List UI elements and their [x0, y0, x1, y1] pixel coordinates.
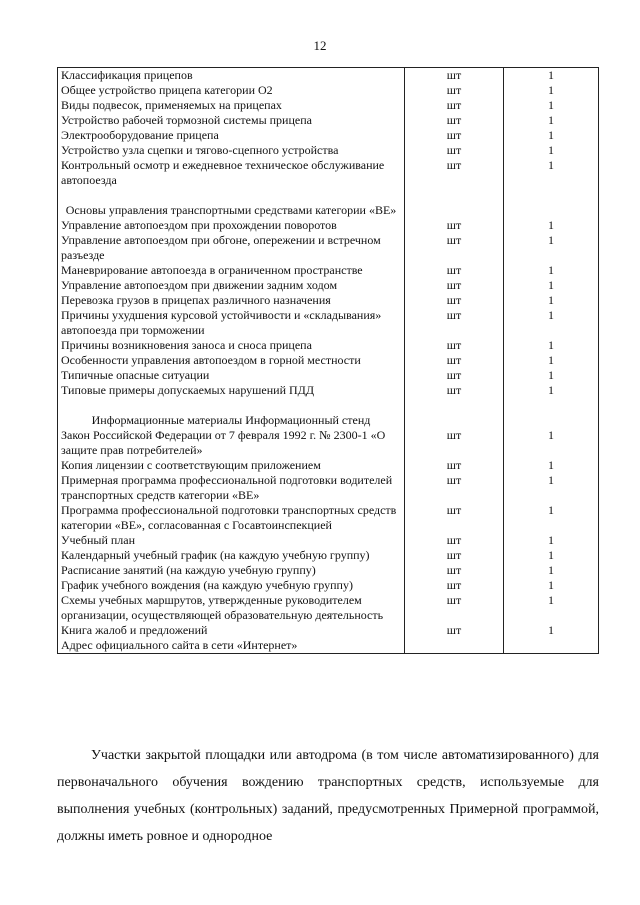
table-row: [58, 578, 599, 593]
item-unit-cell: шт: [405, 263, 504, 278]
item-unit-cell: шт: [405, 473, 504, 503]
item-unit-cell: [405, 188, 504, 218]
item-name-cell: Типичные опасные ситуации: [58, 368, 405, 383]
table-row: [58, 83, 599, 98]
item-name-cell: Устройство узла сцепки и тягово-сцепного устройства: [58, 143, 405, 158]
item-quantity-cell: 1: [504, 293, 599, 308]
item-unit-cell: шт: [405, 278, 504, 293]
item-name-cell: Примерная программа профессиональной подготовки водителей транспортных средств категории «ВЕ»: [58, 473, 405, 503]
table-row: [58, 638, 599, 654]
item-quantity-cell: 1: [504, 308, 599, 338]
table-row: [58, 428, 599, 458]
item-unit-cell: шт: [405, 383, 504, 398]
item-name-cell: Основы управления транспортными средствами категории «ВЕ»: [58, 188, 405, 218]
table-row: [58, 128, 599, 143]
item-quantity-cell: 1: [504, 143, 599, 158]
item-name-cell: Контрольный осмотр и ежедневное техническое обслуживание автопоезда: [58, 158, 405, 188]
table-row: [58, 503, 599, 533]
item-quantity-cell: 1: [504, 98, 599, 113]
item-quantity-cell: 1: [504, 533, 599, 548]
table-section-heading-row: [58, 398, 599, 428]
item-name-cell: Особенности управления автопоездом в горной местности: [58, 353, 405, 368]
table-row: [58, 473, 599, 503]
table-row: [58, 98, 599, 113]
item-unit-cell: шт: [405, 458, 504, 473]
item-quantity-cell: 1: [504, 503, 599, 533]
item-unit-cell: шт: [405, 578, 504, 593]
item-unit-cell: шт: [405, 548, 504, 563]
table-row: [58, 233, 599, 263]
item-name-cell: Закон Российской Федерации от 7 февраля 1992 г. № 2300-1 «О защите прав потребителей»: [58, 428, 405, 458]
item-quantity-cell: 1: [504, 233, 599, 263]
item-name-cell: Виды подвесок, применяемых на прицепах: [58, 98, 405, 113]
item-unit-cell: шт: [405, 143, 504, 158]
item-quantity-cell: 1: [504, 338, 599, 353]
table-row: [58, 293, 599, 308]
item-name-cell: Причины возникновения заноса и сноса прицепа: [58, 338, 405, 353]
item-name-cell: Адрес официального сайта в сети «Интернет»: [58, 638, 405, 654]
table-row: [58, 593, 599, 623]
item-unit-cell: шт: [405, 83, 504, 98]
item-name-cell: Учебный план: [58, 533, 405, 548]
table-row: [58, 383, 599, 398]
item-name-cell: Причины ухудшения курсовой устойчивости и «складывания» автопоезда при торможении: [58, 308, 405, 338]
item-quantity-cell: 1: [504, 548, 599, 563]
table-row: [58, 308, 599, 338]
table-row: [58, 143, 599, 158]
item-quantity-cell: 1: [504, 83, 599, 98]
item-unit-cell: шт: [405, 593, 504, 623]
item-quantity-cell: 1: [504, 68, 599, 84]
item-quantity-cell: 1: [504, 623, 599, 638]
equipment-table: [57, 67, 599, 654]
item-quantity-cell: 1: [504, 563, 599, 578]
table-row: [58, 218, 599, 233]
item-quantity-cell: 1: [504, 473, 599, 503]
item-name-cell: Схемы учебных маршрутов, утвержденные руководителем организации, осуществляющей образовательную деятельность: [58, 593, 405, 623]
item-unit-cell: шт: [405, 293, 504, 308]
item-name-cell: Типовые примеры допускаемых нарушений ПДД: [58, 383, 405, 398]
table-row: [58, 68, 599, 84]
item-name-cell: Книга жалоб и предложений: [58, 623, 405, 638]
table-row: [58, 563, 599, 578]
item-name-cell: Календарный учебный график (на каждую учебную группу): [58, 548, 405, 563]
item-quantity-cell: 1: [504, 218, 599, 233]
item-quantity-cell: 1: [504, 278, 599, 293]
item-name-cell: Управление автопоездом при движении задним ходом: [58, 278, 405, 293]
item-unit-cell: шт: [405, 113, 504, 128]
item-name-cell: Устройство рабочей тормозной системы прицепа: [58, 113, 405, 128]
item-unit-cell: шт: [405, 533, 504, 548]
item-quantity-cell: 1: [504, 158, 599, 188]
item-name-cell: Общее устройство прицепа категории О2: [58, 83, 405, 98]
item-name-cell: Информационные материалы Информационный стенд: [58, 398, 405, 428]
equipment-table-body: [58, 68, 599, 654]
item-unit-cell: шт: [405, 308, 504, 338]
item-name-cell: Программа профессиональной подготовки транспортных средств категории «ВЕ», согласованная с Госавтоинспекцией: [58, 503, 405, 533]
item-unit-cell: шт: [405, 158, 504, 188]
item-name-cell: Управление автопоездом при обгоне, опережении и встречном разъезде: [58, 233, 405, 263]
item-unit-cell: шт: [405, 218, 504, 233]
item-quantity-cell: 1: [504, 263, 599, 278]
item-quantity-cell: 1: [504, 428, 599, 458]
item-unit-cell: шт: [405, 233, 504, 263]
item-unit-cell: шт: [405, 68, 504, 84]
item-unit-cell: шт: [405, 128, 504, 143]
item-name-cell: Перевозка грузов в прицепах различного назначения: [58, 293, 405, 308]
item-name-cell: Управление автопоездом при прохождении поворотов: [58, 218, 405, 233]
item-unit-cell: шт: [405, 338, 504, 353]
item-quantity-cell: 1: [504, 368, 599, 383]
table-row: [58, 623, 599, 638]
item-quantity-cell: 1: [504, 353, 599, 368]
table-row: [58, 533, 599, 548]
item-unit-cell: шт: [405, 368, 504, 383]
item-name-cell: Классификация прицепов: [58, 68, 405, 84]
item-unit-cell: шт: [405, 98, 504, 113]
item-quantity-cell: 1: [504, 458, 599, 473]
item-name-cell: Копия лицензии с соответствующим приложением: [58, 458, 405, 473]
table-row: [58, 353, 599, 368]
item-quantity-cell: 1: [504, 578, 599, 593]
item-quantity-cell: [504, 638, 599, 654]
table-row: [58, 113, 599, 128]
item-name-cell: Электрооборудование прицепа: [58, 128, 405, 143]
table-row: [58, 368, 599, 383]
item-unit-cell: [405, 638, 504, 654]
item-quantity-cell: 1: [504, 383, 599, 398]
page-number: 12: [313, 38, 327, 53]
item-unit-cell: шт: [405, 353, 504, 368]
item-unit-cell: шт: [405, 428, 504, 458]
item-quantity-cell: 1: [504, 113, 599, 128]
item-name-cell: График учебного вождения (на каждую учебную группу): [58, 578, 405, 593]
table-row: [58, 158, 599, 188]
table-row: [58, 263, 599, 278]
item-quantity-cell: 1: [504, 128, 599, 143]
table-section-heading-row: [58, 188, 599, 218]
item-quantity-cell: [504, 398, 599, 428]
table-row: [58, 278, 599, 293]
item-unit-cell: шт: [405, 503, 504, 533]
item-unit-cell: шт: [405, 563, 504, 578]
table-row: [58, 338, 599, 353]
table-row: [58, 548, 599, 563]
item-unit-cell: шт: [405, 623, 504, 638]
item-quantity-cell: 1: [504, 593, 599, 623]
item-quantity-cell: [504, 188, 599, 218]
body-paragraph: Участки закрытой площадки или автодрома (в том числе автоматизированного) для первоначального обучения вождению транспортных средств, используемые для выполнения учебных (контрольных) заданий, предусмотренных Примерной программой, должны иметь ровное и однородное: [57, 748, 599, 844]
item-name-cell: Расписание занятий (на каждую учебную группу): [58, 563, 405, 578]
table-row: [58, 458, 599, 473]
item-name-cell: Маневрирование автопоезда в ограниченном пространстве: [58, 263, 405, 278]
item-unit-cell: [405, 398, 504, 428]
